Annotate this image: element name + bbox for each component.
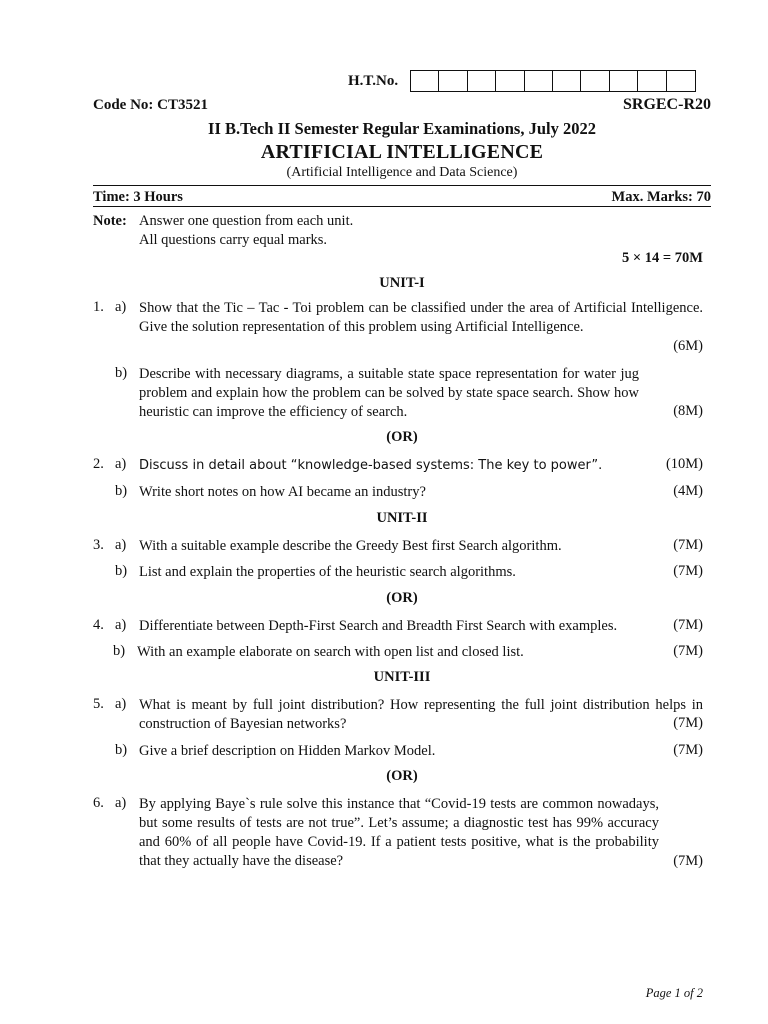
htno-box[interactable] bbox=[439, 71, 467, 91]
question-marks: (7M) bbox=[673, 537, 703, 553]
page-number: Page 1 of 2 bbox=[645, 986, 703, 1000]
subquestion-label: a) bbox=[115, 299, 127, 315]
htno-box[interactable] bbox=[638, 71, 666, 91]
htno-boxes[interactable] bbox=[410, 70, 696, 92]
question-number: 1. bbox=[93, 299, 104, 315]
question-number: 4. bbox=[93, 617, 104, 633]
htno-box[interactable] bbox=[496, 71, 524, 91]
note-line: Answer one question from each unit. bbox=[139, 213, 354, 229]
code-number: Code No: CT3521 bbox=[93, 97, 208, 113]
htno-box[interactable] bbox=[525, 71, 553, 91]
exam-duration: Time: 3 Hours bbox=[93, 189, 183, 205]
note-label: Note: bbox=[93, 213, 127, 229]
question-marks: (7M) bbox=[673, 643, 703, 659]
unit-heading: UNIT-II bbox=[376, 510, 428, 526]
unit-heading: UNIT-I bbox=[379, 275, 425, 291]
question-marks: (7M) bbox=[673, 563, 703, 579]
htno-box[interactable] bbox=[553, 71, 581, 91]
question-number: 6. bbox=[93, 795, 104, 811]
subquestion-label: b) bbox=[115, 742, 128, 758]
htno-box[interactable] bbox=[667, 71, 695, 91]
subquestion-label: a) bbox=[115, 537, 127, 553]
bottom-divider bbox=[93, 206, 711, 207]
question-marks: (4M) bbox=[673, 483, 703, 499]
subquestion-label: b) bbox=[115, 483, 128, 499]
htno-box[interactable] bbox=[468, 71, 496, 91]
subject-title: ARTIFICIAL INTELLIGENCE bbox=[260, 141, 544, 163]
question-marks: (10M) bbox=[665, 456, 703, 472]
htno-label: H.T.No. bbox=[348, 73, 399, 89]
or-separator: (OR) bbox=[386, 590, 418, 606]
subquestion-label: b) bbox=[115, 365, 128, 381]
regulation-code: SRGEC-R20 bbox=[622, 96, 711, 113]
question-marks: (7M) bbox=[673, 715, 703, 731]
htno-box[interactable] bbox=[411, 71, 439, 91]
question-text: Discuss in detail about “knowledge-based systems: The key to power”. bbox=[139, 458, 603, 473]
subquestion-label: a) bbox=[115, 617, 127, 633]
question-marks: (7M) bbox=[673, 617, 703, 633]
subquestion-label: b) bbox=[115, 563, 128, 579]
unit-heading: UNIT-III bbox=[373, 669, 431, 685]
subquestion-label: a) bbox=[115, 795, 127, 811]
question-text: With an example elaborate on search with open list and closed list. bbox=[137, 644, 524, 660]
total-marks: 5 × 14 = 70M bbox=[622, 250, 703, 266]
subquestion-label: a) bbox=[115, 696, 127, 712]
question-number: 5. bbox=[93, 696, 104, 712]
question-text: Give a brief description on Hidden Markov Model. bbox=[139, 743, 436, 759]
question-text: Write short notes on how AI became an industry? bbox=[139, 484, 426, 500]
exam-page bbox=[93, 0, 711, 1024]
htno-box[interactable] bbox=[610, 71, 638, 91]
question-marks: (7M) bbox=[673, 742, 703, 758]
question-number: 2. bbox=[93, 456, 104, 472]
question-number: 3. bbox=[93, 537, 104, 553]
or-separator: (OR) bbox=[386, 768, 418, 784]
or-separator: (OR) bbox=[386, 429, 418, 445]
max-marks: Max. Marks: 70 bbox=[611, 189, 711, 205]
question-text: By applying Baye`s rule solve this instance that “Covid-19 tests are common nowadays, but some results of tests are not true”. Let’s assume; a diagnostic test has 99% accuracy and 60% of all people have Covid-19. If a patient tests positive, what is the probability that they actually have the disease? bbox=[139, 796, 659, 869]
branch-name: (Artificial Intelligence and Data Science) bbox=[286, 165, 518, 180]
question-marks: (8M) bbox=[673, 403, 703, 419]
question-marks: (6M) bbox=[673, 338, 703, 354]
question-text: What is meant by full joint distribution? How representing the full joint distribution helps in construction of Bayesian networks? bbox=[139, 697, 703, 732]
subquestion-label: a) bbox=[115, 456, 127, 472]
subquestion-label: b) bbox=[113, 643, 126, 659]
htno-box[interactable] bbox=[581, 71, 609, 91]
exam-title: II B.Tech II Semester Regular Examinations, July 2022 bbox=[208, 119, 596, 138]
question-marks: (7M) bbox=[673, 853, 703, 869]
question-text: Show that the Tic – Tac - Toi problem can be classified under the area of Artificial Intelligence. Give the solution representation of this problem using Artificial Intelligence. bbox=[139, 300, 703, 335]
question-text: List and explain the properties of the heuristic search algorithms. bbox=[139, 564, 516, 580]
question-text: With a suitable example describe the Greedy Best first Search algorithm. bbox=[139, 538, 562, 554]
top-divider bbox=[93, 185, 711, 186]
question-text: Differentiate between Depth-First Search and Breadth First Search with examples. bbox=[139, 618, 618, 634]
note-line: All questions carry equal marks. bbox=[139, 232, 328, 248]
question-text: Describe with necessary diagrams, a suitable state space representation for water jug problem and explain how the problem can be solved by state space search. Show how heuristic can improve the efficiency of search. bbox=[139, 366, 639, 420]
